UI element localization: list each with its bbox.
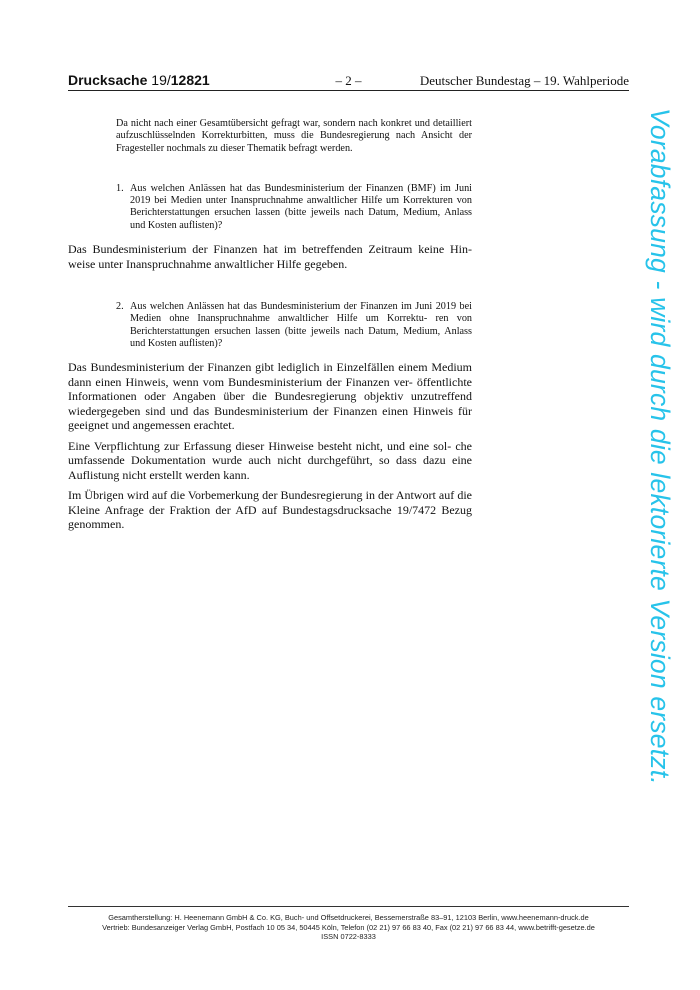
answer-2-paragraph-3: Im Übrigen wird auf die Vorbemerkung der Bundesregierung in der Antwort auf die Kleine Anfrage der Fraktion der AfD auf Bundestagsdrucksache 19/7472 Bezug genommen. [68,488,473,532]
footer-printer-line: Gesamtherstellung: H. Heenemann GmbH & Co. KG, Buch- und Offsetdruckerei, Bessemerstraße 83–91, 12103 Berlin, www.heenemann-druck.de [108,913,589,922]
footer-distribution-line: Vertrieb: Bundesanzeiger Verlag GmbH, Postfach 10 05 34, 50445 Köln, Telefon (02 21) 97 66 83 40, Fax (02 21) 97 66 83 44, www.betrifft-gesetze.de [102,922,595,932]
answer-1: Das Bundesministerium der Finanzen hat im betreffenden Zeitraum keine Hin- weise unter Inanspruchnahme anwaltlicher Hilfe gegeben. [68,242,472,271]
document-number: Drucksache 19/12821 [68,72,210,88]
footer-issn: ISSN 0722-8333 [321,932,376,942]
document-body [68,118,472,532]
question-text: Aus welchen Anlässen hat das Bundesministerium der Finanzen im Juni 2019 bei Medien ohne Inanspruchnahme anwaltlicher Hilfe um Korrektu- ren von Berichterstattungen ersuchen lassen (bitte jeweils nach Datum, Medium, Anlass und Kosten auflisten)? [130,301,473,349]
answer-2-paragraph-1: Das Bundesministerium der Finanzen gibt lediglich in Einzelfällen einem Medium dann einen Hinweis, wenn vom Bundesministerium der Finanzen ver- öffentlichte Informationen oder Angaben über die Bundesregierung objektiv unzutreffend wiedergegeben sind und das Bundesministerium der Finanzen einen Hinweis für geeignet und angemessen erachtet. [68,360,473,433]
draft-watermark [641,108,681,883]
page-header [68,70,629,91]
page-footer [68,906,629,942]
question-2 [116,301,472,350]
question-number: 2. [116,301,124,313]
question-text: Aus welchen Anlässen hat das Bundesministerium der Finanzen (BMF) im Juni 2019 bei Medien unter Inanspruchnahme anwaltlicher Hilfe um Korrekturen von Berichterstattungen ersuchen lassen (bitte jeweils nach Datum, Medium, Anlass und Kosten auflisten)? [130,182,473,231]
question-number: 1. [116,182,124,194]
watermark-text: Vorabfassung - wird durch die lektorierte Version ersetzt. [645,108,675,785]
header-institution: Deutscher Bundestag – 19. Wahlperiode [419,73,629,88]
intro-paragraph: Da nicht nach einer Gesamtübersicht gefragt war, sondern nach konkret und detailliert aufzuschlüsselnden Korrekturbitten, muss die Bundesregierung nach Ansicht der Fragesteller nochmals zu dieser Thematik befragt werden. [116,118,473,154]
question-1 [116,183,472,232]
answer-2-paragraph-2: Eine Verpflichtung zur Erfassung dieser Hinweise besteht nicht, und eine sol- che umfassende Dokumentation wurde auch nicht durchgeführt, so dass dazu eine Auflistung nicht erstellt werden kann. [68,438,473,482]
page-number: – 2 – [335,73,362,88]
